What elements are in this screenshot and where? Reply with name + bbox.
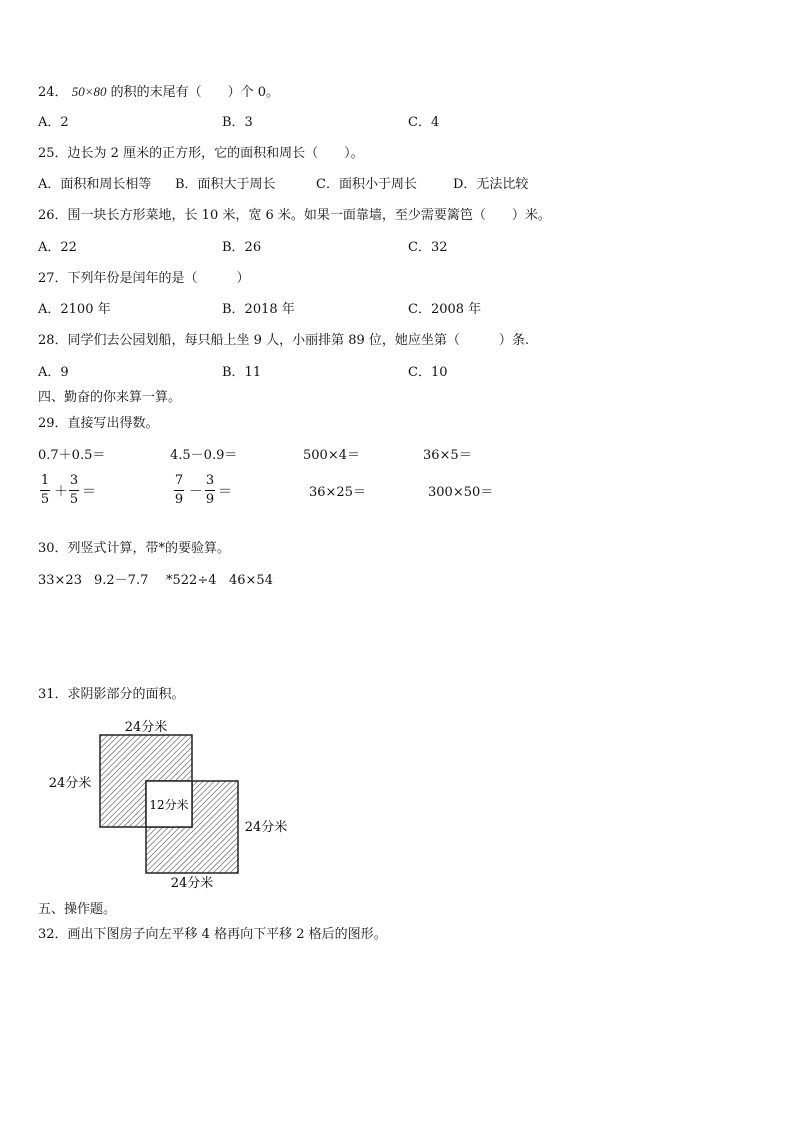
label-bottom: 24分米 — [170, 876, 214, 891]
fraction-numerator: 1 — [40, 473, 50, 488]
option-b[interactable]: B．面积大于周长 — [175, 177, 276, 192]
option-c[interactable]: C．面积小于周长 — [316, 177, 417, 192]
option-a[interactable]: A．面积和周长相等 — [38, 177, 152, 192]
label-right: 24分米 — [244, 820, 288, 835]
option-c[interactable]: C．10 — [408, 365, 448, 380]
label-center: 12分米 — [149, 798, 189, 812]
calc-item: 36×25＝ — [309, 485, 366, 500]
question-number: 24． — [38, 85, 68, 100]
vertical-calc-item: 33×23 — [38, 573, 82, 588]
fraction-bar — [174, 490, 184, 491]
equals-sign: ＝ — [218, 484, 232, 500]
fraction — [68, 474, 80, 507]
calc-item: 0.7＋0.5＝ — [38, 448, 106, 463]
option-a[interactable]: A．22 — [38, 240, 77, 255]
option-c[interactable]: C．4 — [408, 115, 440, 130]
fraction-denominator: 5 — [69, 492, 79, 507]
option-c[interactable]: C．32 — [408, 240, 448, 255]
minus-sign: － — [189, 484, 203, 500]
fraction-bar — [40, 490, 50, 491]
section-heading-5: 五、操作题。 — [38, 902, 117, 917]
option-a[interactable]: A．9 — [38, 365, 69, 380]
fraction-numerator: 3 — [69, 473, 79, 488]
calc-item: 4.5－0.9＝ — [170, 448, 238, 463]
fraction-bar — [69, 490, 79, 491]
option-b[interactable]: B．26 — [222, 240, 262, 255]
question-29: 29．直接写出得数。 — [38, 416, 159, 431]
question-28: 28．同学们去公园划船，每只船上坐 9 人，小丽排第 89 位，她应坐第（ ）条. — [38, 333, 530, 348]
question-26: 26．围一块长方形菜地，长 10 米，宽 6 米。如果一面靠墙，至少需要篱笆（ ）米。 — [38, 208, 551, 223]
question-30: 30．列竖式计算，带*的要验算。 — [38, 541, 231, 556]
vertical-calc-item: 9.2－7.7 — [94, 573, 149, 588]
question-31: 31．求阴影部分的面积。 — [38, 687, 185, 702]
option-b[interactable]: B．11 — [222, 365, 262, 380]
fraction-bar — [205, 490, 215, 491]
fraction-numerator: 7 — [174, 473, 184, 488]
question-32: 32．画出下图房子向左平移 4 格再向下平移 2 格后的图形。 — [38, 927, 387, 942]
label-left: 24分米 — [48, 776, 92, 791]
option-b[interactable]: B．3 — [222, 115, 253, 130]
fraction — [173, 474, 185, 507]
option-d[interactable]: D．无法比较 — [453, 177, 529, 192]
option-a[interactable]: A．2 — [38, 115, 69, 130]
fraction-denominator: 5 — [40, 492, 50, 507]
shaded-area-figure — [40, 712, 310, 894]
fraction-denominator: 9 — [205, 492, 215, 507]
fraction-numerator: 3 — [205, 473, 215, 488]
formula-50x80: 50×80 — [71, 84, 107, 99]
option-c[interactable]: C．2008 年 — [408, 302, 482, 317]
question-25: 25．边长为 2 厘米的正方形，它的面积和周长（ ）。 — [38, 146, 364, 161]
fraction — [204, 474, 216, 507]
label-top: 24分米 — [124, 720, 168, 735]
vertical-calc-item: 46×54 — [229, 573, 273, 588]
vertical-calc-item: *522÷4 — [166, 573, 217, 588]
fraction — [39, 474, 51, 507]
calc-item: 36×5＝ — [423, 448, 472, 463]
section-heading-4: 四、勤奋的你来算一算。 — [38, 390, 182, 405]
calc-item: 300×50＝ — [428, 485, 494, 500]
plus-sign: ＋ — [54, 484, 68, 500]
option-b[interactable]: B．2018 年 — [222, 302, 295, 317]
equals-sign: ＝ — [82, 484, 96, 500]
question-27: 27．下列年份是闰年的是（ ） — [38, 271, 250, 286]
calc-item: 500×4＝ — [303, 448, 360, 463]
question-text: 的积的末尾有（ ）个 0。 — [110, 85, 280, 100]
question-24 — [38, 84, 279, 101]
option-a[interactable]: A．2100 年 — [38, 302, 111, 317]
fraction-denominator: 9 — [174, 492, 184, 507]
